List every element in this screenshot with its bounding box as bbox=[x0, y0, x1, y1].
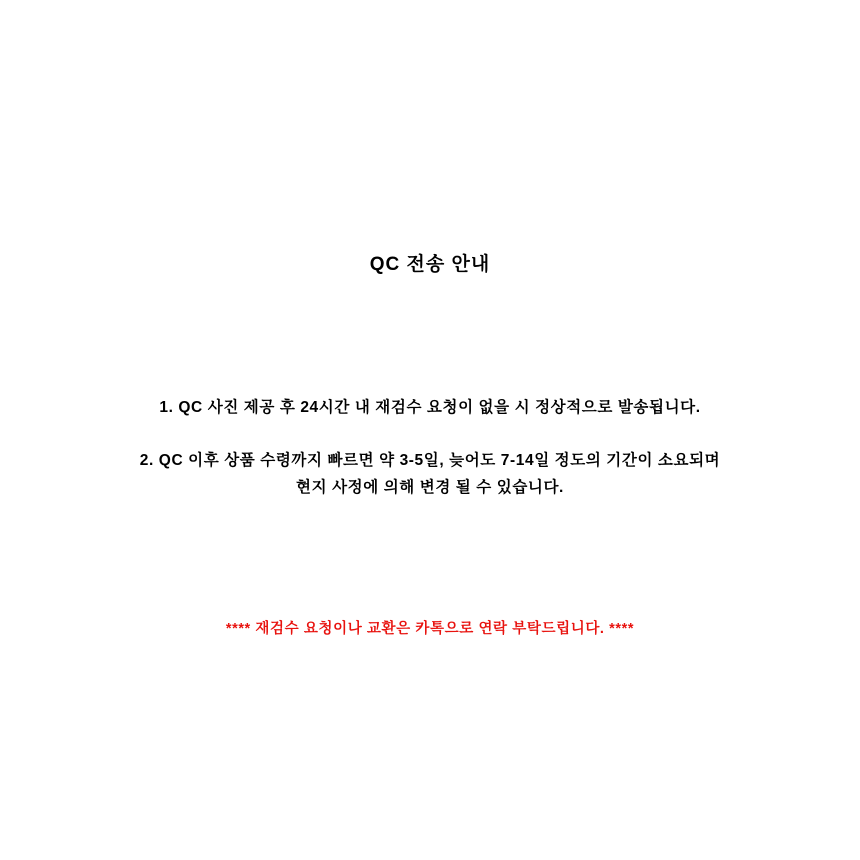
list-item bbox=[60, 394, 800, 421]
notice-item-1-line-1: 1. QC 사진 제공 후 24시간 내 재검수 요청이 없을 시 정상적으로 발송됩니다. bbox=[159, 398, 701, 416]
list-item bbox=[60, 447, 800, 501]
notice-list bbox=[60, 378, 800, 527]
notice-item-2-line-1: 2. QC 이후 상품 수령까지 빠르면 약 3-5일, 늦어도 7-14일 정도의 기간이 소요되며 bbox=[139, 451, 721, 469]
page-title: QC 전송 안내 bbox=[369, 253, 491, 275]
footnote-contact-notice: **** 재검수 요청이나 교환은 카톡으로 연락 부탁드립니다. **** bbox=[225, 620, 635, 637]
notice-item-2-line-2: 현지 사정에 의해 변경 될 수 있습니다. bbox=[296, 478, 564, 496]
